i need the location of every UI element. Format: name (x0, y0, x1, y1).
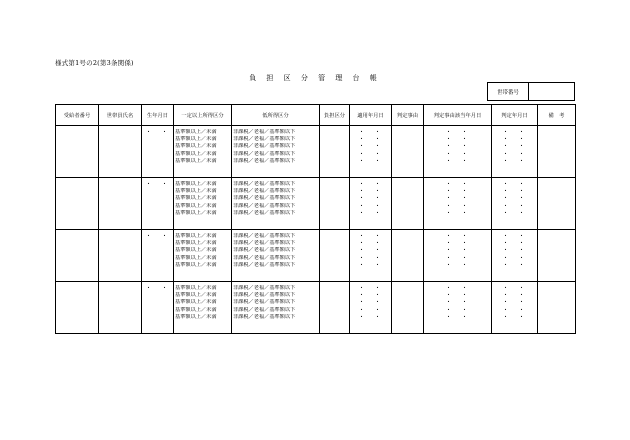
income-option[interactable]: 基準額以上／未満 (175, 136, 217, 143)
low-income-option[interactable]: 非課税／老福／基準額以下 (233, 285, 296, 291)
income-options (174, 282, 231, 321)
table-row (56, 178, 576, 230)
date-placeholder: ・ ・ (445, 209, 470, 217)
header-row (56, 105, 576, 126)
judgment-date-cell[interactable] (492, 178, 538, 230)
household-number-label: 世帯番号 (488, 83, 529, 100)
date-placeholder: ・ ・ (502, 157, 527, 165)
low-income-option[interactable]: 非課税／老福／基準額以下 (233, 136, 296, 143)
income-option[interactable]: 基準額以上／未満 (175, 188, 217, 195)
table-row (56, 126, 576, 178)
date-placeholder: ・ ・ (358, 150, 383, 158)
date-placeholder: ・ ・ (502, 181, 527, 188)
col-reason-date: 判定事由該当年月日 (424, 105, 492, 126)
date-lines (350, 126, 391, 165)
income-option[interactable]: 基準額以上／未満 (175, 209, 217, 216)
birthdate-placeholder: ・ ・ (145, 285, 170, 292)
date-placeholder: ・ ・ (502, 195, 527, 203)
reason-date-cell[interactable] (424, 230, 492, 282)
date-placeholder: ・ ・ (358, 292, 383, 300)
applied-date-cell[interactable] (350, 178, 392, 230)
date-placeholder: ・ ・ (502, 299, 527, 307)
date-placeholder: ・ ・ (502, 240, 527, 248)
low-income-options (232, 230, 319, 269)
date-lines (424, 126, 491, 165)
income-option[interactable]: 基準額以上／未満 (175, 202, 217, 209)
date-placeholder: ・ ・ (502, 292, 527, 300)
date-placeholder: ・ ・ (445, 285, 470, 292)
date-placeholder: ・ ・ (358, 313, 383, 321)
date-placeholder: ・ ・ (445, 129, 470, 136)
low-income-options (232, 178, 319, 217)
birthdate-cell[interactable] (142, 126, 174, 178)
date-placeholder: ・ ・ (502, 285, 527, 292)
income-option[interactable]: 基準額以上／未満 (175, 306, 217, 313)
member-name-cell[interactable] (99, 230, 142, 282)
income-option[interactable]: 基準額以上／未満 (175, 195, 217, 202)
date-lines (492, 282, 537, 321)
reason-cell[interactable] (392, 126, 424, 178)
low-income-option[interactable]: 非課税／老福／基準額以下 (233, 292, 296, 299)
burden-class-cell[interactable] (320, 126, 350, 178)
low-income-class-cell[interactable] (232, 282, 320, 334)
birthdate-cell[interactable] (142, 230, 174, 282)
recipient-number-cell[interactable] (56, 230, 99, 282)
low-income-options (232, 282, 319, 321)
date-placeholder: ・ ・ (502, 143, 527, 151)
income-option[interactable]: 基準額以上／未満 (175, 240, 217, 247)
date-placeholder: ・ ・ (445, 261, 470, 269)
low-income-option[interactable]: 非課税／老福／基準額以下 (233, 313, 296, 320)
date-placeholder: ・ ・ (358, 233, 383, 240)
applied-date-cell[interactable] (350, 126, 392, 178)
date-placeholder: ・ ・ (445, 292, 470, 300)
burden-class-cell[interactable] (320, 178, 350, 230)
date-placeholder: ・ ・ (358, 181, 383, 188)
date-placeholder: ・ ・ (502, 261, 527, 269)
table-row (56, 230, 576, 282)
date-placeholder: ・ ・ (445, 247, 470, 255)
remarks-cell[interactable] (538, 126, 576, 178)
date-placeholder: ・ ・ (358, 254, 383, 262)
date-placeholder: ・ ・ (445, 306, 470, 314)
reason-cell[interactable] (392, 230, 424, 282)
date-placeholder: ・ ・ (445, 188, 470, 196)
date-placeholder: ・ ・ (445, 157, 470, 165)
remarks-cell[interactable] (538, 230, 576, 282)
date-placeholder: ・ ・ (445, 143, 470, 151)
date-placeholder: ・ ・ (502, 188, 527, 196)
date-placeholder: ・ ・ (358, 202, 383, 210)
low-income-option[interactable]: 非課税／老福／基準額以下 (233, 240, 296, 247)
birthdate-cell[interactable] (142, 282, 174, 334)
date-placeholder: ・ ・ (445, 299, 470, 307)
remarks-cell[interactable] (538, 178, 576, 230)
date-placeholder: ・ ・ (502, 129, 527, 136)
date-placeholder: ・ ・ (502, 202, 527, 210)
date-lines (492, 126, 537, 165)
date-lines (350, 282, 391, 321)
income-option[interactable]: 基準額以上／未満 (175, 247, 217, 254)
date-placeholder: ・ ・ (358, 247, 383, 255)
burden-class-cell[interactable] (320, 230, 350, 282)
date-lines (350, 178, 391, 217)
date-placeholder: ・ ・ (358, 261, 383, 269)
col-income-class: 一定以上所得区分 (174, 105, 232, 126)
date-placeholder: ・ ・ (502, 150, 527, 158)
judgment-date-cell[interactable] (492, 126, 538, 178)
income-option[interactable]: 基準額以上／未満 (175, 233, 217, 239)
income-option[interactable]: 基準額以上／未満 (175, 261, 217, 268)
birthdate-placeholder: ・ ・ (145, 181, 170, 188)
income-class-cell[interactable] (174, 126, 232, 178)
income-option[interactable]: 基準額以上／未満 (175, 313, 217, 320)
date-placeholder: ・ ・ (358, 299, 383, 307)
date-placeholder: ・ ・ (502, 136, 527, 144)
date-placeholder: ・ ・ (502, 209, 527, 217)
date-placeholder: ・ ・ (358, 195, 383, 203)
date-placeholder: ・ ・ (502, 254, 527, 262)
low-income-options (232, 126, 319, 165)
recipient-number-cell[interactable] (56, 126, 99, 178)
page-title: 負 担 区 分 管 理 台 帳 (249, 74, 381, 82)
date-placeholder: ・ ・ (502, 247, 527, 255)
reason-date-cell[interactable] (424, 126, 492, 178)
date-lines (492, 178, 537, 217)
low-income-option[interactable]: 非課税／老福／基準額以下 (233, 181, 296, 187)
date-placeholder: ・ ・ (502, 306, 527, 314)
date-lines (424, 230, 491, 269)
low-income-option[interactable]: 非課税／老福／基準額以下 (233, 247, 296, 254)
col-birthdate: 生年月日 (142, 105, 174, 126)
income-option[interactable]: 基準額以上／未満 (175, 157, 217, 164)
reason-date-cell[interactable] (424, 282, 492, 334)
table-row (56, 282, 576, 334)
low-income-option[interactable]: 非課税／老福／基準額以下 (233, 261, 296, 268)
low-income-option[interactable]: 非課税／老福／基準額以下 (233, 299, 296, 306)
date-placeholder: ・ ・ (358, 285, 383, 292)
form-number: 様式第1号の2(第3条関係) (55, 59, 134, 67)
low-income-option[interactable]: 非課税／老福／基準額以下 (233, 150, 296, 157)
date-placeholder: ・ ・ (445, 136, 470, 144)
birthdate-placeholder: ・ ・ (145, 233, 170, 240)
col-recipient-number: 受給者番号 (56, 105, 99, 126)
low-income-option[interactable]: 非課税／老福／基準額以下 (233, 209, 296, 216)
date-placeholder: ・ ・ (445, 233, 470, 240)
reason-cell[interactable] (392, 282, 424, 334)
income-option[interactable]: 基準額以上／未満 (175, 299, 217, 306)
low-income-option[interactable]: 非課税／老福／基準額以下 (233, 254, 296, 261)
income-options (174, 230, 231, 269)
date-placeholder: ・ ・ (445, 202, 470, 210)
date-placeholder: ・ ・ (445, 254, 470, 262)
income-option[interactable]: 基準額以上／未満 (175, 143, 217, 150)
low-income-option[interactable]: 非課税／老福／基準額以下 (233, 143, 296, 150)
date-placeholder: ・ ・ (358, 306, 383, 314)
col-judgment-date: 判定年月日 (492, 105, 538, 126)
recipient-number-cell[interactable] (56, 282, 99, 334)
judgment-date-cell[interactable] (492, 230, 538, 282)
remarks-cell[interactable] (538, 282, 576, 334)
col-member-name: 世帯員氏名 (99, 105, 142, 126)
date-lines (424, 178, 491, 217)
income-class-cell[interactable] (174, 282, 232, 334)
date-placeholder: ・ ・ (502, 313, 527, 321)
date-lines (424, 282, 491, 321)
low-income-option[interactable]: 非課税／老福／基準額以下 (233, 195, 296, 202)
low-income-option[interactable]: 非課税／老福／基準額以下 (233, 188, 296, 195)
income-option[interactable]: 基準額以上／未満 (175, 181, 217, 187)
date-placeholder: ・ ・ (358, 188, 383, 196)
birthdate-placeholder: ・ ・ (145, 129, 170, 136)
col-burden-class: 負担区分 (320, 105, 350, 126)
date-placeholder: ・ ・ (445, 195, 470, 203)
low-income-option[interactable]: 非課税／老福／基準額以下 (233, 129, 296, 135)
date-placeholder: ・ ・ (358, 129, 383, 136)
date-lines (350, 230, 391, 269)
reason-cell[interactable] (392, 178, 424, 230)
low-income-class-cell[interactable] (232, 178, 320, 230)
date-placeholder: ・ ・ (358, 240, 383, 248)
judgment-date-cell[interactable] (492, 282, 538, 334)
household-number-field[interactable] (529, 83, 574, 100)
low-income-option[interactable]: 非課税／老福／基準額以下 (233, 306, 296, 313)
low-income-option[interactable]: 非課税／老福／基準額以下 (233, 157, 296, 164)
applied-date-cell[interactable] (350, 282, 392, 334)
col-remarks: 備 考 (538, 105, 576, 126)
income-options (174, 178, 231, 217)
income-option[interactable]: 基準額以上／未満 (175, 285, 217, 291)
low-income-option[interactable]: 非課税／老福／基準額以下 (233, 202, 296, 209)
applied-date-cell[interactable] (350, 230, 392, 282)
col-reason: 判定事由 (392, 105, 424, 126)
date-lines (492, 230, 537, 269)
date-placeholder: ・ ・ (358, 136, 383, 144)
low-income-class-cell[interactable] (232, 230, 320, 282)
col-low-income-class: 低所得区分 (232, 105, 320, 126)
income-option[interactable]: 基準額以上／未満 (175, 150, 217, 157)
income-option[interactable]: 基準額以上／未満 (175, 254, 217, 261)
income-class-cell[interactable] (174, 230, 232, 282)
household-number-box (487, 82, 575, 101)
date-placeholder: ・ ・ (445, 150, 470, 158)
date-placeholder: ・ ・ (358, 143, 383, 151)
date-placeholder: ・ ・ (502, 233, 527, 240)
income-option[interactable]: 基準額以上／未満 (175, 129, 217, 135)
income-options (174, 126, 231, 165)
income-class-cell[interactable] (174, 178, 232, 230)
low-income-option[interactable]: 非課税／老福／基準額以下 (233, 233, 296, 239)
ledger-table (55, 104, 576, 334)
member-name-cell[interactable] (99, 282, 142, 334)
member-name-cell[interactable] (99, 126, 142, 178)
date-placeholder: ・ ・ (358, 157, 383, 165)
date-placeholder: ・ ・ (445, 240, 470, 248)
income-option[interactable]: 基準額以上／未満 (175, 292, 217, 299)
col-applied-date: 適用年月日 (350, 105, 392, 126)
date-placeholder: ・ ・ (445, 313, 470, 321)
date-placeholder: ・ ・ (445, 181, 470, 188)
reason-date-cell[interactable] (424, 178, 492, 230)
recipient-number-cell[interactable] (56, 178, 99, 230)
birthdate-cell[interactable] (142, 178, 174, 230)
burden-class-cell[interactable] (320, 282, 350, 334)
member-name-cell[interactable] (99, 178, 142, 230)
date-placeholder: ・ ・ (358, 209, 383, 217)
low-income-class-cell[interactable] (232, 126, 320, 178)
